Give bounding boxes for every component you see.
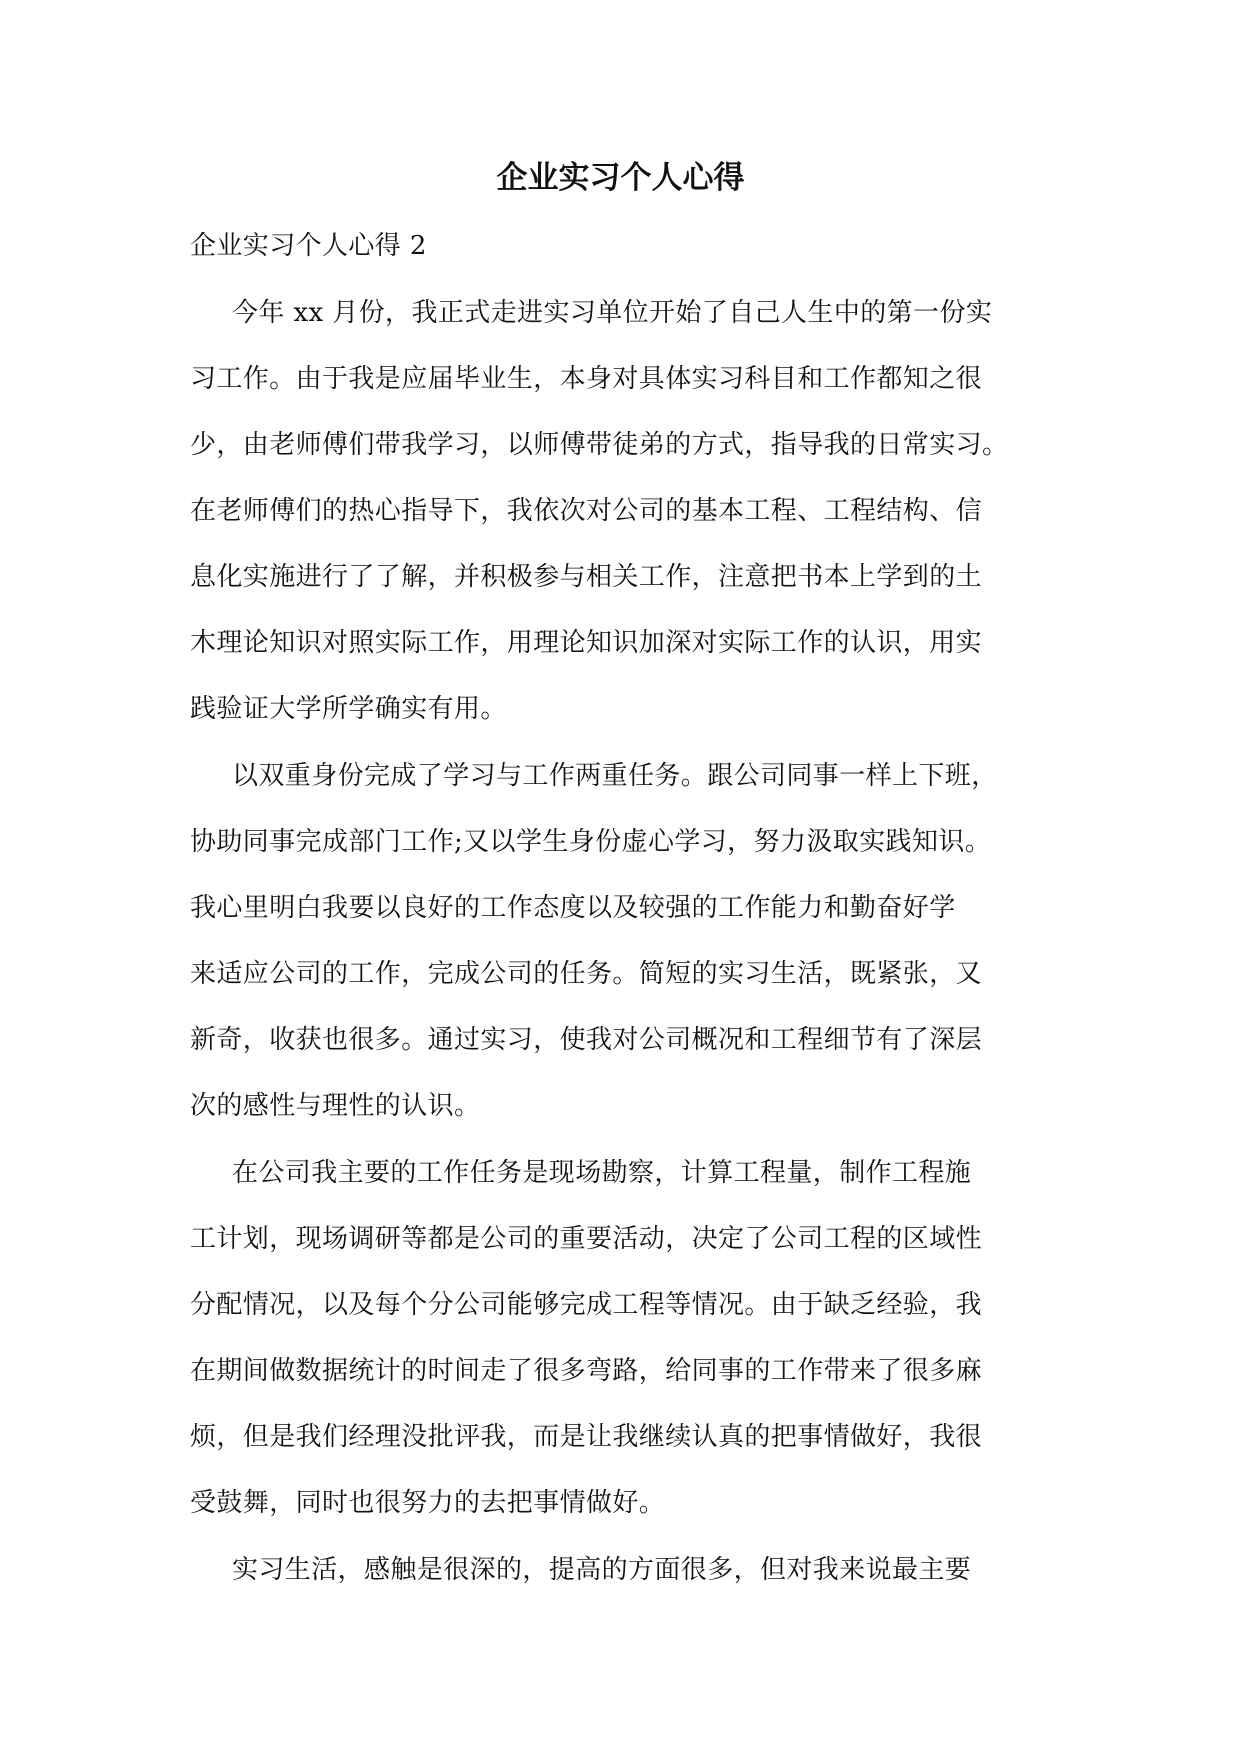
paragraph-line: 践验证大学所学确实有用。 (190, 694, 507, 724)
paragraph-line: 来适应公司的工作，完成公司的任务。简短的实习生活，既紧张，又 (190, 959, 983, 989)
paragraph-line: 在期间做数据统计的时间走了很多弯路，给同事的工作带来了很多麻 (190, 1356, 983, 1386)
paragraph-line: 协助同事完成部门工作;又以学生身份虚心学习，努力汲取实践知识。 (190, 827, 992, 857)
paragraph-line: 新奇，收获也很多。通过实习，使我对公司概况和工程细节有了深层 (190, 1025, 983, 1055)
paragraph-line: 分配情况，以及每个分公司能够完成工程等情况。由于缺乏经验，我 (190, 1290, 983, 1320)
document-title: 企业实习个人心得 (496, 160, 745, 196)
paragraph-line: 少，由老师傅们带我学习，以师傅带徒弟的方式，指导我的日常实习。 (190, 430, 1009, 460)
paragraph-line: 习工作。由于我是应届毕业生，本身对具体实习科目和工作都知之很 (190, 364, 983, 394)
paragraph-line: 实习生活，感触是很深的，提高的方面很多，但对我来说最主要 (232, 1555, 972, 1585)
paragraph-line: 工计划，现场调研等都是公司的重要活动，决定了公司工程的区域性 (190, 1224, 983, 1254)
paragraph-line: 受鼓舞，同时也很努力的去把事情做好。 (190, 1488, 666, 1518)
paragraph-line: 在公司我主要的工作任务是现场勘察，计算工程量，制作工程施 (232, 1158, 972, 1188)
document-subtitle: 企业实习个人心得 2 (190, 231, 427, 261)
paragraph-line: 今年 xx 月份，我正式走进实习单位开始了自己人生中的第一份实 (232, 298, 993, 328)
paragraph-line: 我心里明白我要以良好的工作态度以及较强的工作能力和勤奋好学 (190, 893, 956, 923)
paragraph-line: 次的感性与理性的认识。 (190, 1091, 481, 1121)
paragraph-line: 在老师傅们的热心指导下，我依次对公司的基本工程、工程结构、信 (190, 496, 983, 526)
paragraph-line: 木理论知识对照实际工作，用理论知识加深对实际工作的认识，用实 (190, 628, 983, 658)
paragraph-line: 息化实施进行了了解，并积极参与相关工作，注意把书本上学到的土 (190, 562, 983, 592)
paragraph-line: 以双重身份完成了学习与工作两重任务。跟公司同事一样上下班， (232, 761, 998, 791)
paragraph-line: 烦，但是我们经理没批评我，而是让我继续认真的把事情做好，我很 (190, 1422, 983, 1452)
